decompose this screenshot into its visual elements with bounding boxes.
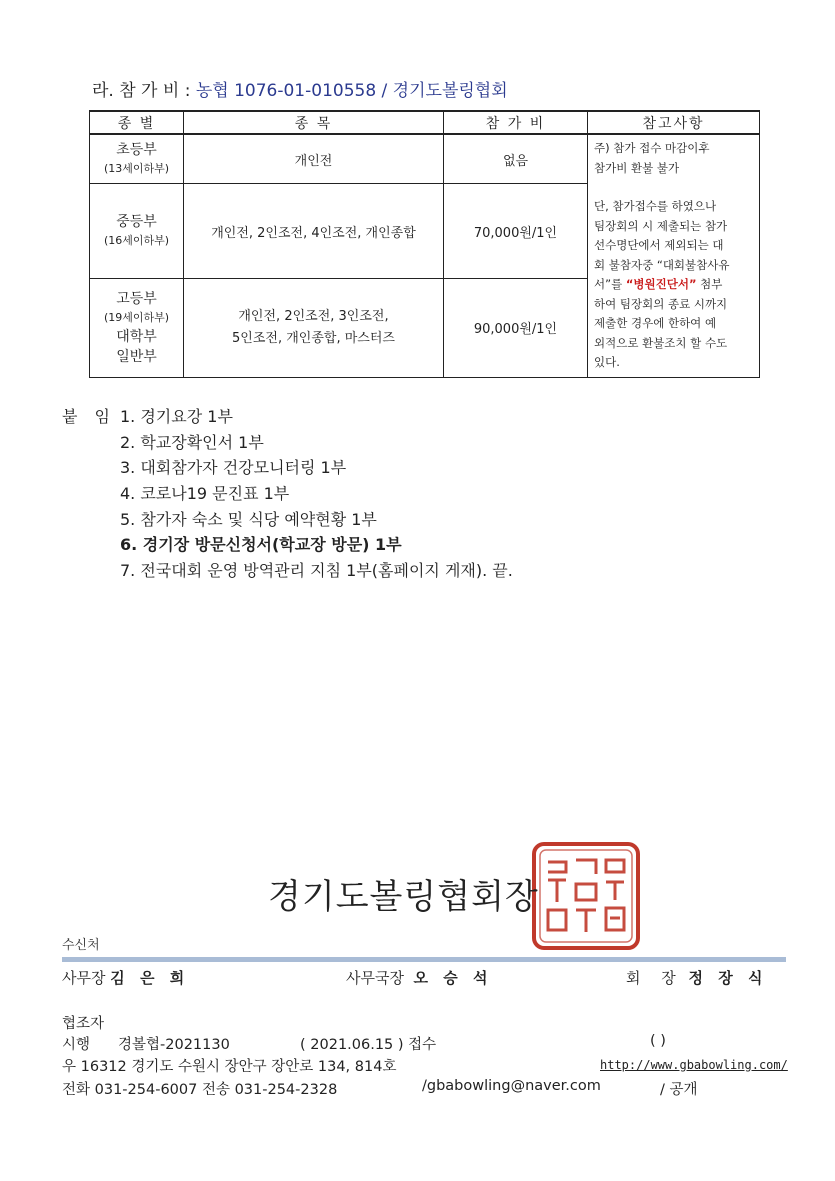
attachments-list — [62, 404, 513, 584]
age-limit: (16세이하부) — [103, 234, 170, 248]
signature-office-manager: 사무장 김 은 희 — [62, 969, 190, 987]
signature-secretary-general: 사무국장 오 승 석 — [346, 969, 493, 987]
table-header-row — [90, 111, 760, 134]
group-name: 초등부 — [116, 142, 157, 159]
note-line: 단, 참가접수를 하였으나 — [594, 199, 717, 213]
age-limit: (19세이하부) — [103, 310, 170, 324]
receipt-box: ( ) — [650, 1033, 666, 1049]
header-notes: 참고사항 — [588, 111, 760, 134]
address: 우 16312 경기도 수원시 장안구 장안로 134, 814호 — [62, 1059, 397, 1075]
events-cell: 개인전, 2인조전, 4인조전, 개인종합 — [184, 184, 444, 279]
list-item: 4. 코로나19 문진표 1부 — [120, 484, 290, 504]
note-line: 있다. — [594, 355, 620, 369]
fee-heading-label: 라. 참 가 비 : — [92, 81, 196, 101]
category-cell — [90, 134, 184, 184]
header-fee: 참 가 비 — [444, 111, 588, 134]
list-item: 6. 경기장 방문신청서(학교장 방문) 1부 — [120, 535, 402, 555]
fee-cell: 없음 — [444, 134, 588, 184]
age-limit: (13세이하부) — [103, 162, 170, 176]
list-item: 1. 경기요강 1부 — [120, 407, 233, 426]
events-cell: 개인전, 2인조전, 3인조전, 5인조전, 개인종합, 마스터즈 — [184, 278, 444, 377]
signature-president: 회 장 정 장 식 — [626, 969, 768, 987]
note-line: 참가비 환불 불가 — [594, 160, 680, 175]
list-item: 7. 전국대회 운영 방역관리 지침 1부(홈페이지 게재). 끝. — [120, 561, 513, 581]
exec-label: 시행 — [62, 1037, 91, 1053]
note-line: 회 불참자중 “대회불참사유 — [594, 257, 730, 272]
header-category: 종 별 — [90, 111, 184, 134]
group-name: 중등부 — [116, 214, 157, 231]
table-row — [90, 134, 760, 184]
phone-fax: 전화 031-254-6007 전송 031-254-2328 — [62, 1082, 338, 1098]
homepage-link[interactable]: http://www.gbabowling.com/ — [600, 1058, 788, 1072]
sender-name: 경기도볼링협회장 — [268, 877, 539, 917]
fee-heading — [92, 76, 508, 101]
cooperator-label: 협조자 — [62, 1016, 105, 1032]
list-item: 2. 학교장확인서 1부 — [120, 432, 264, 452]
official-seal — [530, 840, 642, 952]
note-line: 팀장회의 시 제출되는 참가 — [594, 218, 728, 233]
fee-cell: 70,000원/1인 — [444, 184, 588, 279]
list-item: 3. 대회참가자 건강모니터링 1부 — [120, 458, 347, 478]
events-cell: 개인전 — [184, 134, 444, 184]
exec-date: ( 2021.06.15 ) 접수 — [300, 1037, 437, 1053]
notes-cell — [588, 134, 760, 377]
attachments-label: 붙 임 — [62, 407, 116, 426]
email[interactable]: /gbabowling@naver.com — [422, 1078, 601, 1094]
note-line: 선수명단에서 제외되는 대 — [594, 238, 724, 252]
group-name: 고등부 — [116, 290, 157, 307]
fee-table — [89, 110, 760, 378]
exec-number: 경볼협-2021130 — [118, 1037, 230, 1053]
note-line: 제출한 경우에 한하여 예 — [594, 316, 717, 330]
highlight-diagnosis: “병원진단서” — [625, 277, 697, 291]
category-cell — [90, 184, 184, 279]
note-line: 외적으로 환불조치 할 수도 — [594, 335, 728, 350]
divider — [62, 957, 786, 962]
note-line: 서”를 “병원진단서” 첨부 — [594, 277, 723, 291]
list-item: 5. 참가자 숙소 및 식당 예약현황 1부 — [120, 509, 377, 529]
group-name: 대학부 — [116, 328, 157, 345]
group-name: 일반부 — [116, 348, 157, 365]
fee-cell: 90,000원/1인 — [444, 278, 588, 377]
bank-account: 농협 1076-01-010558 / 경기도볼링협회 — [195, 81, 508, 101]
note-line: 주) 참가 접수 마감이후 — [594, 141, 710, 155]
recipient-label: 수신처 — [62, 938, 100, 953]
header-events: 종 목 — [184, 111, 444, 134]
note-line: 하여 팀장회의 종료 시까지 — [594, 296, 728, 311]
category-cell — [90, 278, 184, 377]
disclosure: / 공개 — [660, 1082, 698, 1098]
